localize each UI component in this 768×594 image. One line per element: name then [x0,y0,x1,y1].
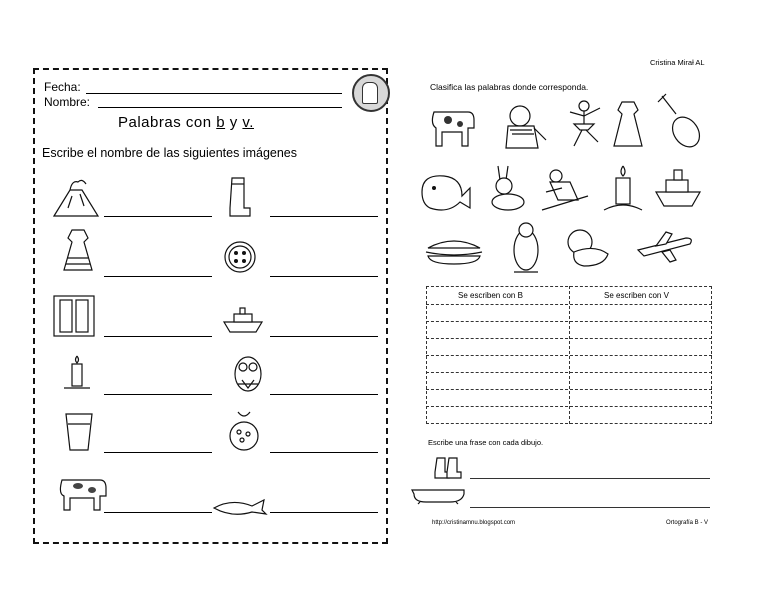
scarf-boy-icon [498,104,548,150]
owl-icon [232,350,264,394]
candle-icon [62,352,92,392]
date-label: Fecha: [44,80,81,94]
answer-line[interactable] [104,512,212,513]
answer-line[interactable] [104,216,212,217]
table-row[interactable] [426,406,712,407]
donkey-icon [486,164,528,212]
sandwich-icon [424,234,484,266]
glass-icon [64,412,94,452]
whale-icon [212,496,268,518]
dress-icon [610,100,646,150]
footer-subject: Ortografía B - V [666,520,709,526]
table-row[interactable] [426,355,712,356]
skier-icon [540,166,590,214]
table-row[interactable] [426,389,712,390]
dress-icon [60,228,96,274]
cow-icon [54,470,112,512]
table-row[interactable] [426,304,712,305]
answer-line[interactable] [270,452,378,453]
footer-url: http://cristinamnu.blogspot.com [432,520,516,526]
candle-icon [600,160,646,216]
ballerina-icon [564,98,606,150]
worksheet-instruction: Escribe el nombre de las siguientes imágenes [42,146,297,160]
penguin-icon [506,220,546,274]
worksheet-title: Palabras con b y v. [118,114,254,131]
answer-line[interactable] [104,276,212,277]
sentence-line[interactable] [470,507,710,508]
stamp-logo [352,74,390,112]
name-line [98,107,342,108]
column-header-v: Se escriben con V [604,291,669,300]
sentence-instruction: Escribe una frase con cada dibujo. [428,438,544,447]
column-header-b: Se escriben con B [458,291,523,300]
button-icon [223,240,257,274]
table-row[interactable] [426,338,712,339]
violin-icon [656,92,702,152]
volcano-icon [52,178,100,218]
ship-icon [222,306,264,334]
author-label: Cristina Mirał AL [650,58,705,67]
answer-line[interactable] [270,276,378,277]
bathtub-icon [410,482,466,504]
boot-icon [228,176,252,220]
table-row[interactable] [426,372,712,373]
whale-icon [418,168,472,214]
baby-icon [564,226,612,268]
bib-icon [228,410,260,454]
answer-line[interactable] [104,336,212,337]
window-icon [52,294,96,338]
airplane-icon [636,228,694,264]
answer-line[interactable] [104,394,212,395]
name-label: Nombre: [44,95,91,109]
answer-line[interactable] [270,336,378,337]
cow-icon [430,104,476,150]
date-line [86,93,342,94]
boat-icon [654,166,702,210]
answer-line[interactable] [270,216,378,217]
answer-line[interactable] [104,452,212,453]
boots-icon [434,456,464,480]
answer-line[interactable] [270,394,378,395]
answer-line[interactable] [270,512,378,513]
table-row[interactable] [426,321,712,322]
sentence-line[interactable] [470,478,710,479]
classify-instruction: Clasifica las palabras donde corresponda. [430,82,589,92]
